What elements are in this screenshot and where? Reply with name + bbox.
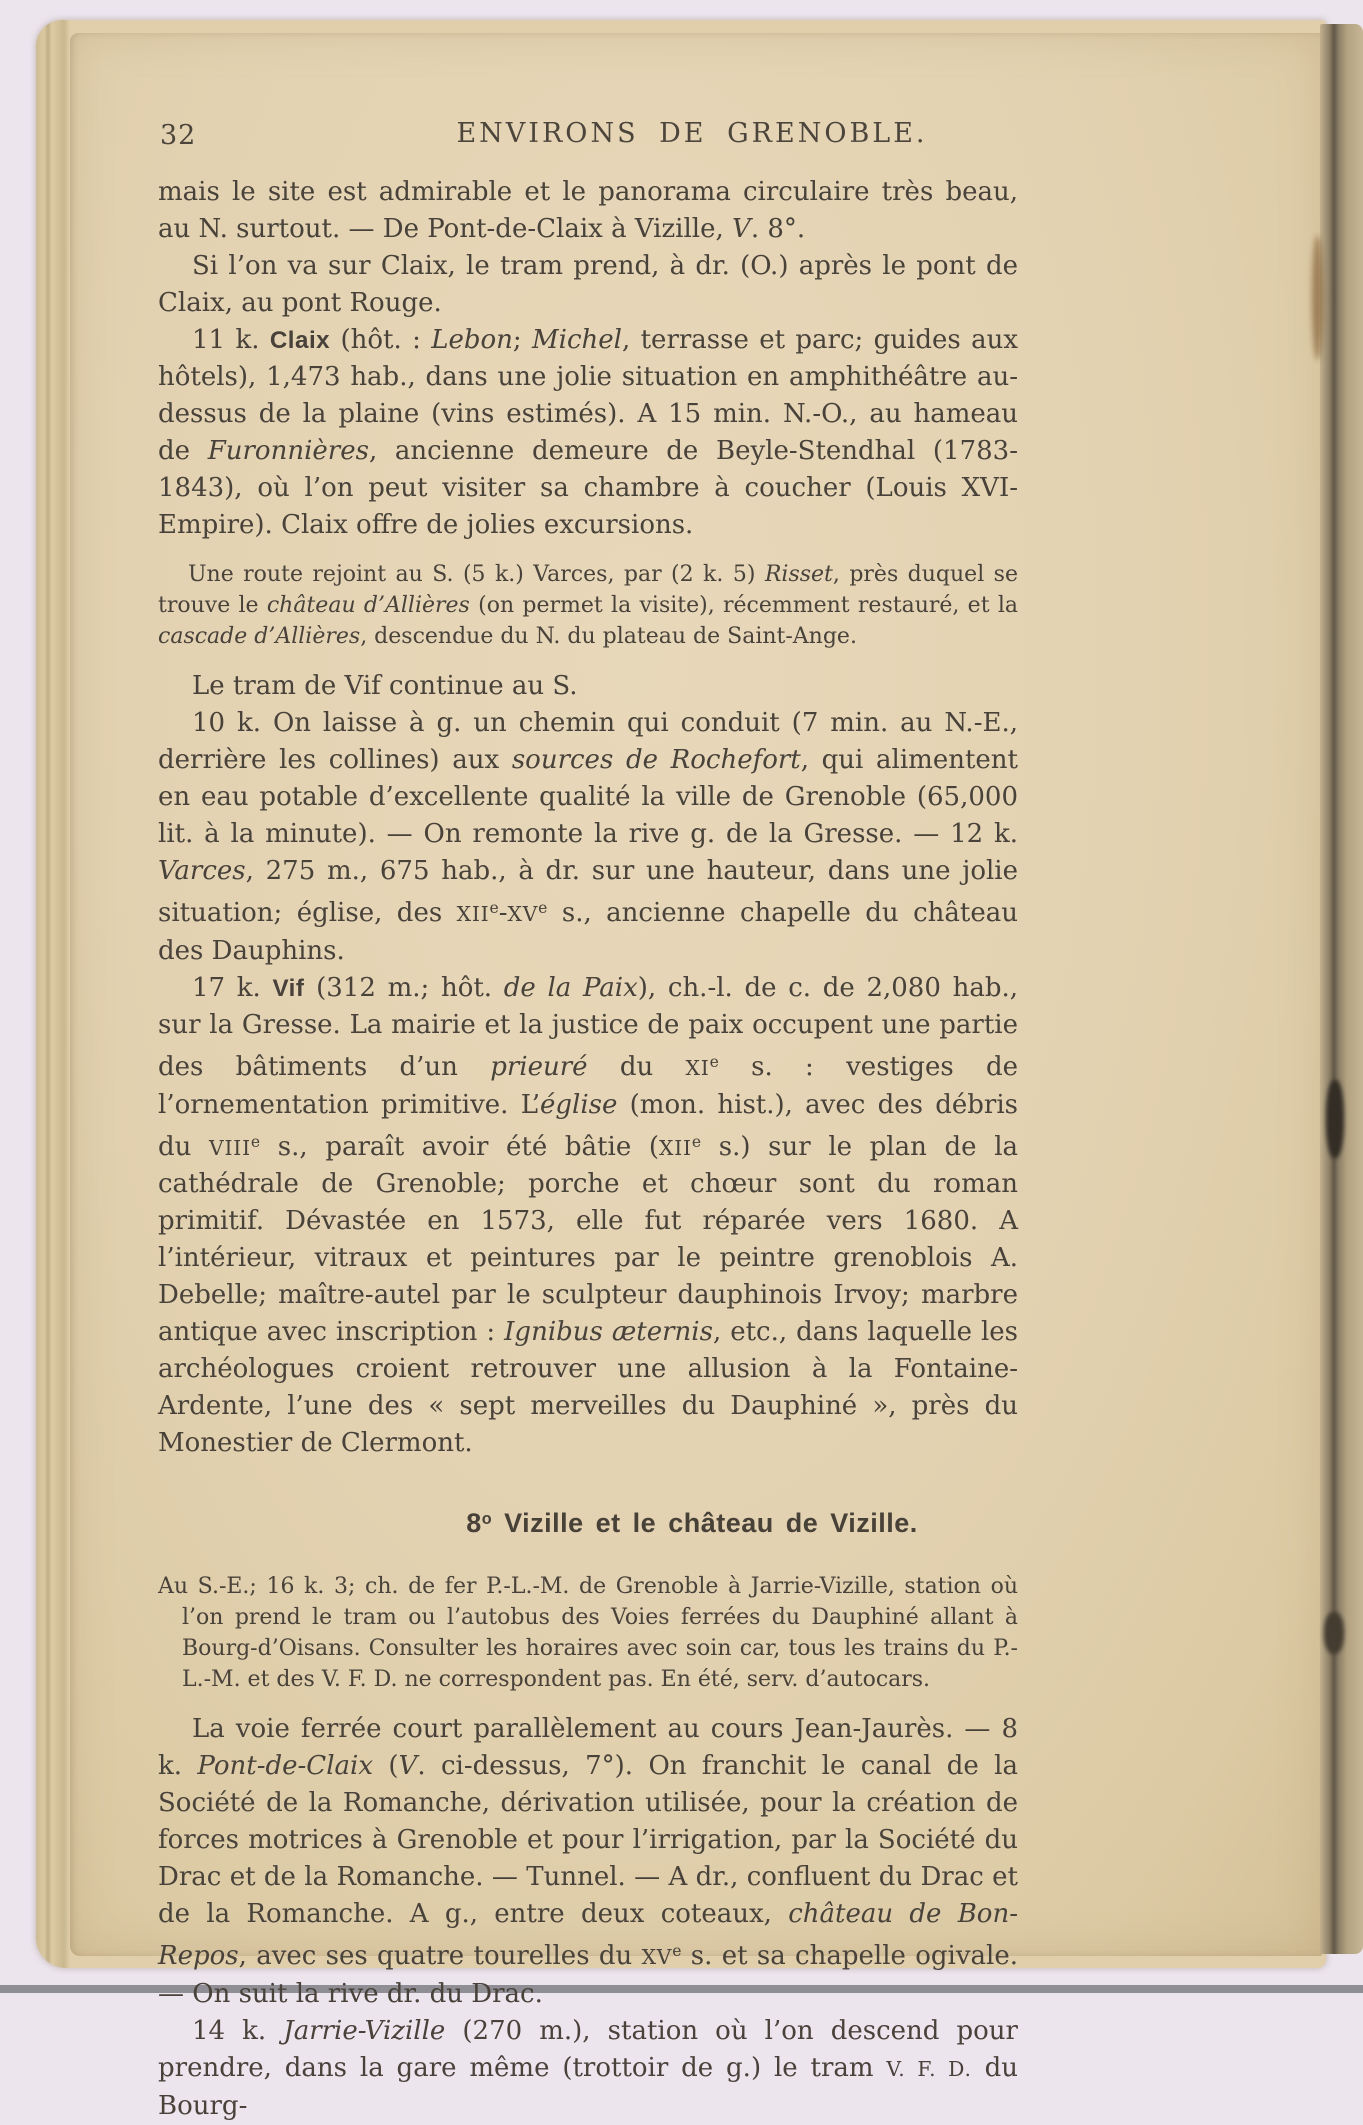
paragraphs-container: [158, 174, 1018, 2125]
paragraph: La voie ferrée court parallèlement au cours Jean-Jaurès. — 8 k. Pont-de-Claix (V. ci-dessus, 7°). On franchit le canal de la Société de la Romanche, dérivation utilisée, pour la création de forces motrices à Grenoble et pour l’irrigation, par la Société du Drac et de la Romanche. — Tunnel. — A dr., confluent du Drac et de la Romanche. A g., entre deux coteaux, château de Bon-Repos, avec ses quatre tourelles du XVe s. et sa chapelle ogivale. — On suit la rive dr. du Drac.: [158, 1714, 1018, 2010]
page-number: 32: [160, 120, 197, 151]
page-stain: [1312, 235, 1323, 360]
paragraph: 17 k. Vif (312 m.; hôt. de la Paix), ch.-l. de c. de 2,080 hab., sur la Gresse. La mairie et la justice de paix occupent une partie des bâtiments d’un prieuré du XIe s. : vestiges de l’ornementation primitive. L’église (mon. hist.), avec des débris du VIIIe s., paraît avoir été bâtie (XIIe s.) sur le plan de la cathédrale de Grenoble; porche et chœur sont du roman primitif. Dévastée en 1573, elle fut réparée vers 1680. A l’intérieur, vitraux et peintures par le peintre grenoblois A. Debelle; maître-autel par le sculpteur dauphinois Irvoy; marbre antique avec inscription : Ignibus æternis, etc., dans laquelle les archéologues croient retrouver une allusion à la Fontaine-Ardente, l’une des « sept merveilles du Dauphiné », près du Monestier de Clermont.: [158, 972, 1019, 1459]
ink-blot: [1326, 1080, 1344, 1158]
text-flow: [158, 118, 1018, 2125]
running-header: [158, 118, 1018, 158]
paragraph: Une route rejoint au S. (5 k.) Varces, par (2 k. 5) Risset, près duquel se trouve le château d’Allières (on permet la visite), récemment restauré, et la cascade d’Allières, descendue du N. du plateau de Saint-Ange.: [158, 562, 1018, 649]
paragraph: 14 k. Jarrie-Vizille (270 m.), station où l’on descend pour prendre, dans la gare même (trottoir de g.) le tram V. F. D. du Bourg-: [158, 2016, 1018, 2122]
paragraph: 11 k. Claix (hôt. : Lebon; Michel, terrasse et parc; guides aux hôtels), 1,473 hab., dans une jolie situation en amphithéâtre au-dessus de la plaine (vins estimés). A 15 min. N.-O., au hameau de Furonnières, ancienne demeure de Beyle-Stendhal (1783-1843), où l’on peut visiter sa chambre à coucher (Louis XVI-Empire). Claix offre de jolies excursions.: [158, 325, 1019, 540]
running-title: ENVIRONS DE GRENOBLE.: [456, 118, 928, 149]
paragraph: Le tram de Vif continue au S.: [192, 671, 578, 701]
paragraph: mais le site est admirable et le panorama circulaire très beau, au N. surtout. — De Pont-de-Claix à Vizille, V. 8°.: [158, 177, 1018, 244]
ink-blot: [1324, 1612, 1344, 1654]
paragraph: Si l’on va sur Claix, le tram prend, à dr. (O.) après le pont de Claix, au pont Rouge.: [158, 251, 1018, 318]
section-heading: 8$^o$ Vizille et le château de Vizille.: [466, 1508, 918, 1539]
book-spine-shadow: [1320, 24, 1363, 1954]
paragraph: 10 k. On laisse à g. un chemin qui conduit (7 min. au N.-E., derrière les collines) aux sources de Rochefort, qui alimentent en eau potable d’excellente qualité la ville de Grenoble (65,000 lit. à la minute). — On remonte la rive g. de la Gresse. — 12 k. Varces, 275 m., 675 hab., à dr. sur une hauteur, dans une jolie situation; église, des XIIe-XVe s., ancienne chapelle du château des Dauphins.: [158, 708, 1018, 966]
paragraph: Au S.-E.; 16 k. 3; ch. de fer P.-L.-M. de Grenoble à Jarrie-Vizille, station où l’on prend le tram ou l’autobus des Voies ferrées du Dauphiné allant à Bourg-d’Oisans. Consulter les horaires avec soin car, tous les trains du P.-L.-M. et des V. F. D. ne correspondent pas. En été, serv. d’autocars.: [158, 1574, 1018, 1693]
